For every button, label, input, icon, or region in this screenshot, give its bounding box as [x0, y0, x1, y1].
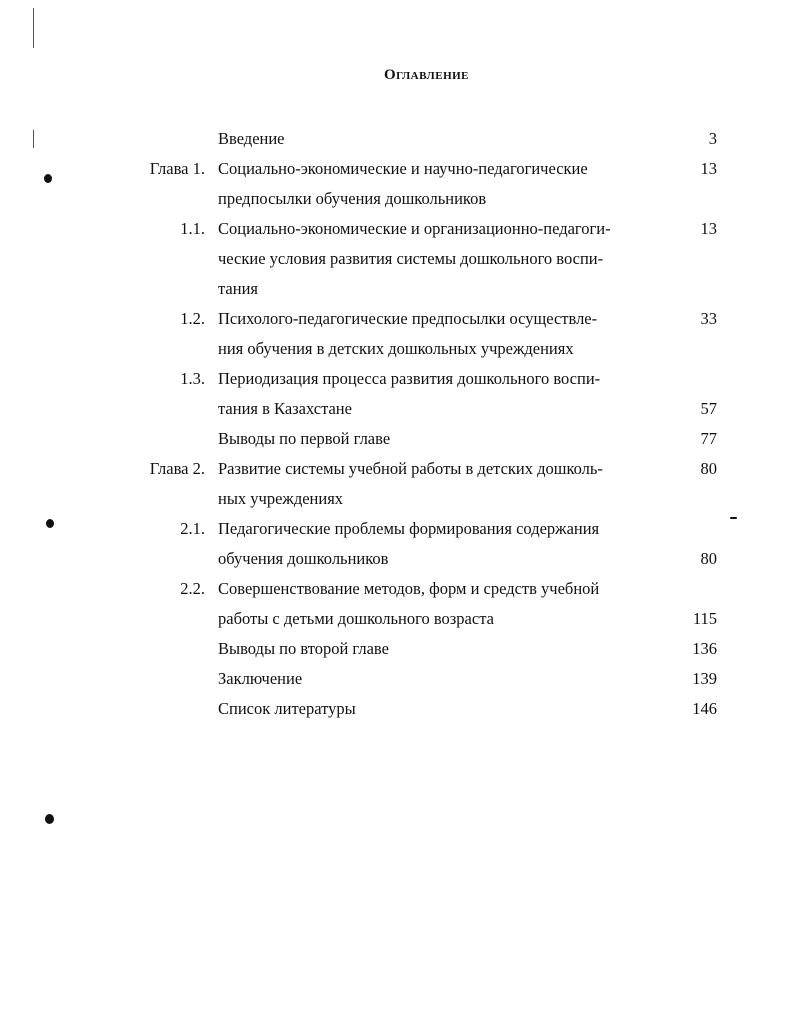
toc-page-number: 13 [700, 219, 717, 238]
toc-entry-text: Социально-экономические и организационно-педагоги- [218, 219, 611, 238]
toc-row [0, 664, 799, 694]
toc-row [0, 484, 799, 514]
toc-page-number: 115 [692, 609, 717, 628]
toc-row [0, 634, 799, 664]
toc-entry-text: обучения дошкольников [218, 549, 389, 568]
toc-page-number: 136 [692, 639, 717, 658]
toc-row [0, 364, 799, 394]
toc-row [0, 334, 799, 364]
toc-entry-text: Социально-экономические и научно-педагогические [218, 159, 588, 178]
toc-entry-text: Педагогические проблемы формирования содержания [218, 519, 600, 538]
toc-entry-text: Введение [218, 129, 285, 148]
toc-row [0, 454, 799, 484]
toc-entry-text: тания в Казахстане [218, 399, 352, 418]
toc-page-number: 3 [708, 129, 717, 148]
toc-section-number: 1.2. [180, 309, 205, 328]
toc-entry-text: Заключение [218, 669, 303, 688]
toc-entry-text: тания [218, 279, 258, 298]
toc-section-number: 1.1. [180, 219, 205, 238]
toc-entry-text: ния обучения в детских дошкольных учреждениях [218, 339, 574, 358]
table-of-contents [0, 124, 799, 724]
toc-page-number: 146 [692, 699, 717, 718]
toc-page-number: 77 [700, 429, 717, 448]
toc-page-number: 80 [700, 549, 717, 568]
toc-row [0, 154, 799, 184]
toc-page-number: 57 [700, 399, 717, 418]
toc-section-number: Глава 2. [149, 459, 205, 478]
toc-row [0, 184, 799, 214]
toc-row [0, 514, 799, 544]
toc-row [0, 544, 799, 574]
toc-row [0, 124, 799, 154]
toc-entry-text: ных учреждениях [218, 489, 344, 508]
scan-speck [45, 814, 54, 824]
toc-entry-text: Развитие системы учебной работы в детских дошколь- [218, 459, 603, 478]
toc-entry-text: Список литературы [218, 699, 356, 718]
toc-section-number: 2.2. [180, 579, 205, 598]
toc-entry-text: Совершенствование методов, форм и средств учебной [218, 579, 600, 598]
toc-entry-text: работы с детьми дошкольного возраста [218, 609, 494, 628]
toc-row [0, 424, 799, 454]
page-title: Оглавление [383, 67, 470, 83]
toc-entry-text: Выводы по второй главе [218, 639, 389, 658]
toc-section-number: Глава 1. [149, 159, 205, 178]
toc-page-number: 13 [700, 159, 717, 178]
toc-row [0, 214, 799, 244]
toc-row [0, 574, 799, 604]
toc-page-number: 80 [700, 459, 717, 478]
toc-entry-text: предпосылки обучения дошкольников [218, 189, 487, 208]
toc-entry-text: Выводы по первой главе [218, 429, 391, 448]
toc-entry-text: Периодизация процесса развития дошкольного воспи- [218, 369, 601, 388]
toc-row [0, 244, 799, 274]
toc-row [0, 694, 799, 724]
toc-row [0, 274, 799, 304]
toc-section-number: 1.3. [180, 369, 205, 388]
toc-page-number: 33 [700, 309, 717, 328]
toc-section-number: 2.1. [180, 519, 205, 538]
toc-entry-text: Психолого-педагогические предпосылки осуществле- [218, 309, 598, 328]
toc-row [0, 604, 799, 634]
toc-row [0, 394, 799, 424]
toc-page-number: 139 [692, 669, 717, 688]
toc-row [0, 304, 799, 334]
scan-edge-line [33, 8, 34, 48]
toc-entry-text: ческие условия развития системы дошкольного воспи- [218, 249, 604, 268]
